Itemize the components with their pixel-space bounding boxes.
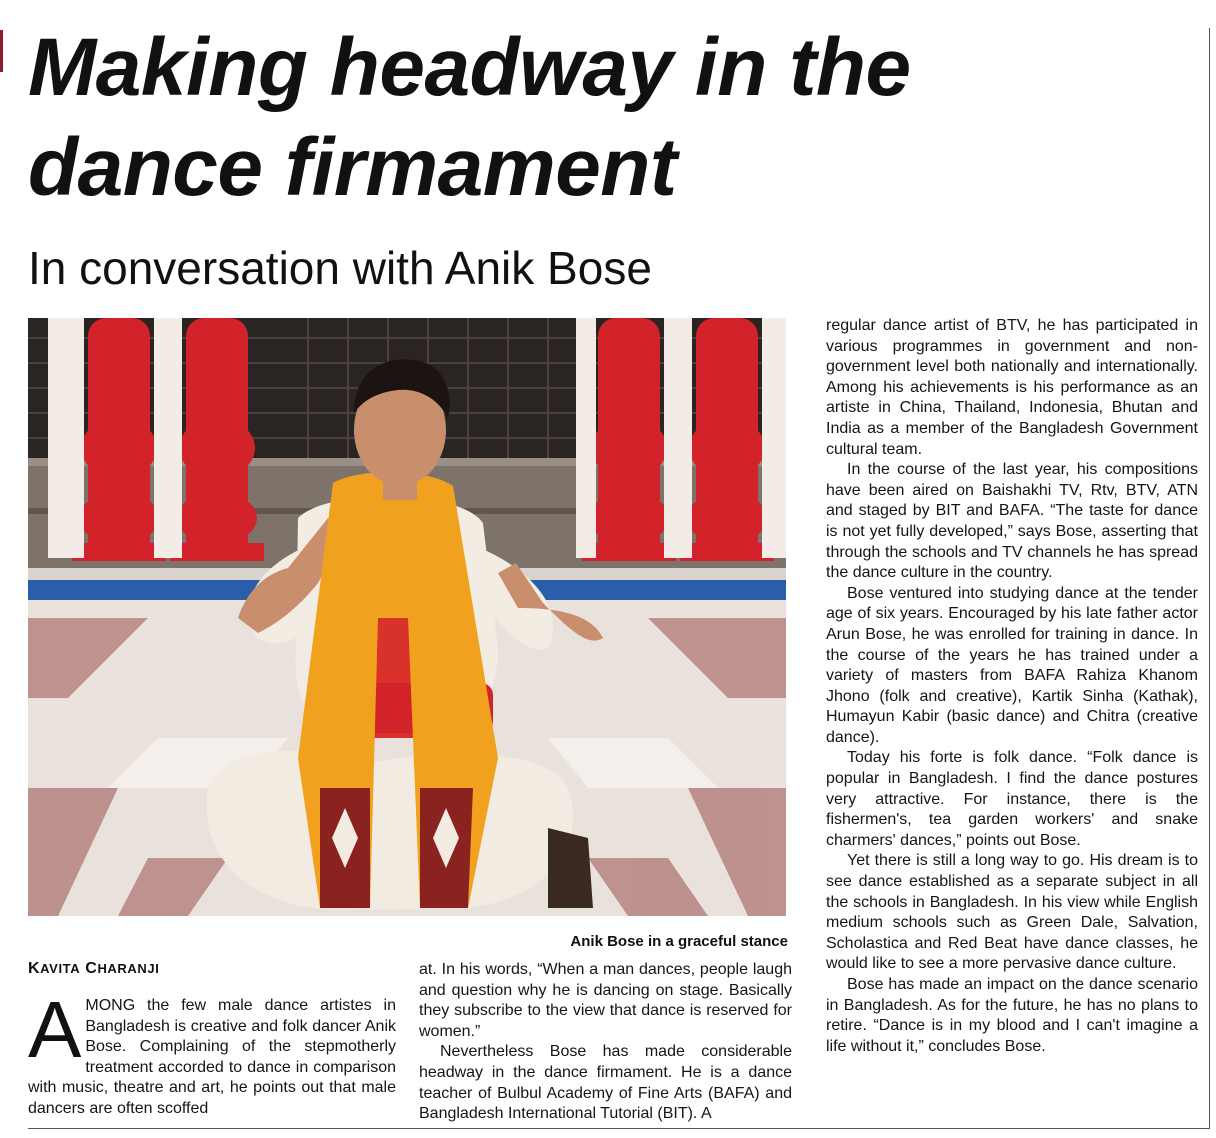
paragraph: Bose has made an impact on the dance scenario in Bangladesh. As for the future, he has no plans to retire. “Dance is in my blood and I can't imagine a life without it,” concludes Bose. bbox=[826, 976, 1198, 1055]
column-rule bbox=[1209, 28, 1210, 1128]
byline bbox=[28, 960, 398, 978]
lead-in: MONG bbox=[85, 997, 136, 1014]
paragraph: Yet there is still a long way to go. His dream is to see dance established as a separate subject in all the schools in Bangladesh. In his view while English medium schools such as Green Dale, Salvation, Scholastica and Red Beat have dance classes, he would like to see a more pervasive dance culture. bbox=[826, 852, 1198, 973]
headline-line-2: dance firmament bbox=[28, 122, 677, 213]
headline-line-1: Making headway in the bbox=[28, 22, 911, 113]
dancer-photo bbox=[28, 318, 786, 916]
paragraph: regular dance artist of BTV, he has participated in various programmes in government and non-government level both nationally and internationally. Among his achievements is his performance as an artiste in China, Thailand, Indonesia, Bhutan and India as a member of the Bangladesh Government cultural team. bbox=[826, 317, 1198, 458]
paragraph: at. In his words, “When a man dances, people laugh and question why he is dancing on stage. Basically they subscribe to the view that dance is reserved for women.” bbox=[419, 961, 792, 1040]
drop-cap: A bbox=[28, 985, 82, 1074]
accent-rule bbox=[0, 30, 3, 72]
paragraph: Nevertheless Bose has made considerable headway in the dance firmament. He is a dance teacher of Bulbul Academy of Fine Arts (BAFA) and Bangladesh International Tutorial (BIT). A bbox=[419, 1043, 792, 1123]
headline bbox=[28, 18, 1188, 218]
article-column-1 bbox=[28, 985, 396, 1120]
byline-rest-2: HARANJI bbox=[97, 961, 160, 976]
paragraph: Today his forte is folk dance. “Folk dance is popular in Bangladesh. I find the dance postures very attractive. For instance, there is the fishermen's, tea garden workers' and snake charmers' dances,” points out Bose. bbox=[826, 749, 1198, 849]
byline-initial-2: C bbox=[85, 960, 98, 977]
paragraph bbox=[28, 985, 396, 1120]
paragraph: Bose ventured into studying dance at the tender age of six years. Encouraged by his late father actor Arun Bose, he was enrolled for training in dance. In the course of the years he has trained under a variety of masters from BAFA Rahiza Khanom Jhono (folk and creative), Kartik Sinha (Kathak), Humayun Kabir (basic dance) and Chitra (creative dance). bbox=[826, 584, 1198, 746]
paragraph: In the course of the last year, his compositions have been aired on Baishakhi TV, Rtv, BTV, ATN and staged by BIT and BAFA. “The taste for dance is not yet fully developed,” says Bose, asserting that through the schools and TV channels he has spread the dance culture in the country. bbox=[826, 461, 1198, 582]
byline-rest-1: AVITA bbox=[40, 961, 81, 976]
paragraph-text: the few male dance artistes in Bangladesh is creative and folk dancer Anik Bose. Complaining of the stepmotherly treatment accorded to dance in comparison with music, theatre and art, he points out that male dancers are often scoffed bbox=[28, 997, 396, 1117]
deck-subtitle: In conversation with Anik Bose bbox=[28, 242, 652, 294]
bottom-rule bbox=[28, 1128, 1210, 1129]
article-column-3 bbox=[826, 316, 1198, 1057]
photo-caption: Anik Bose in a graceful stance bbox=[570, 933, 788, 950]
article-column-2 bbox=[419, 960, 792, 1125]
byline-initial-1: K bbox=[28, 960, 41, 977]
